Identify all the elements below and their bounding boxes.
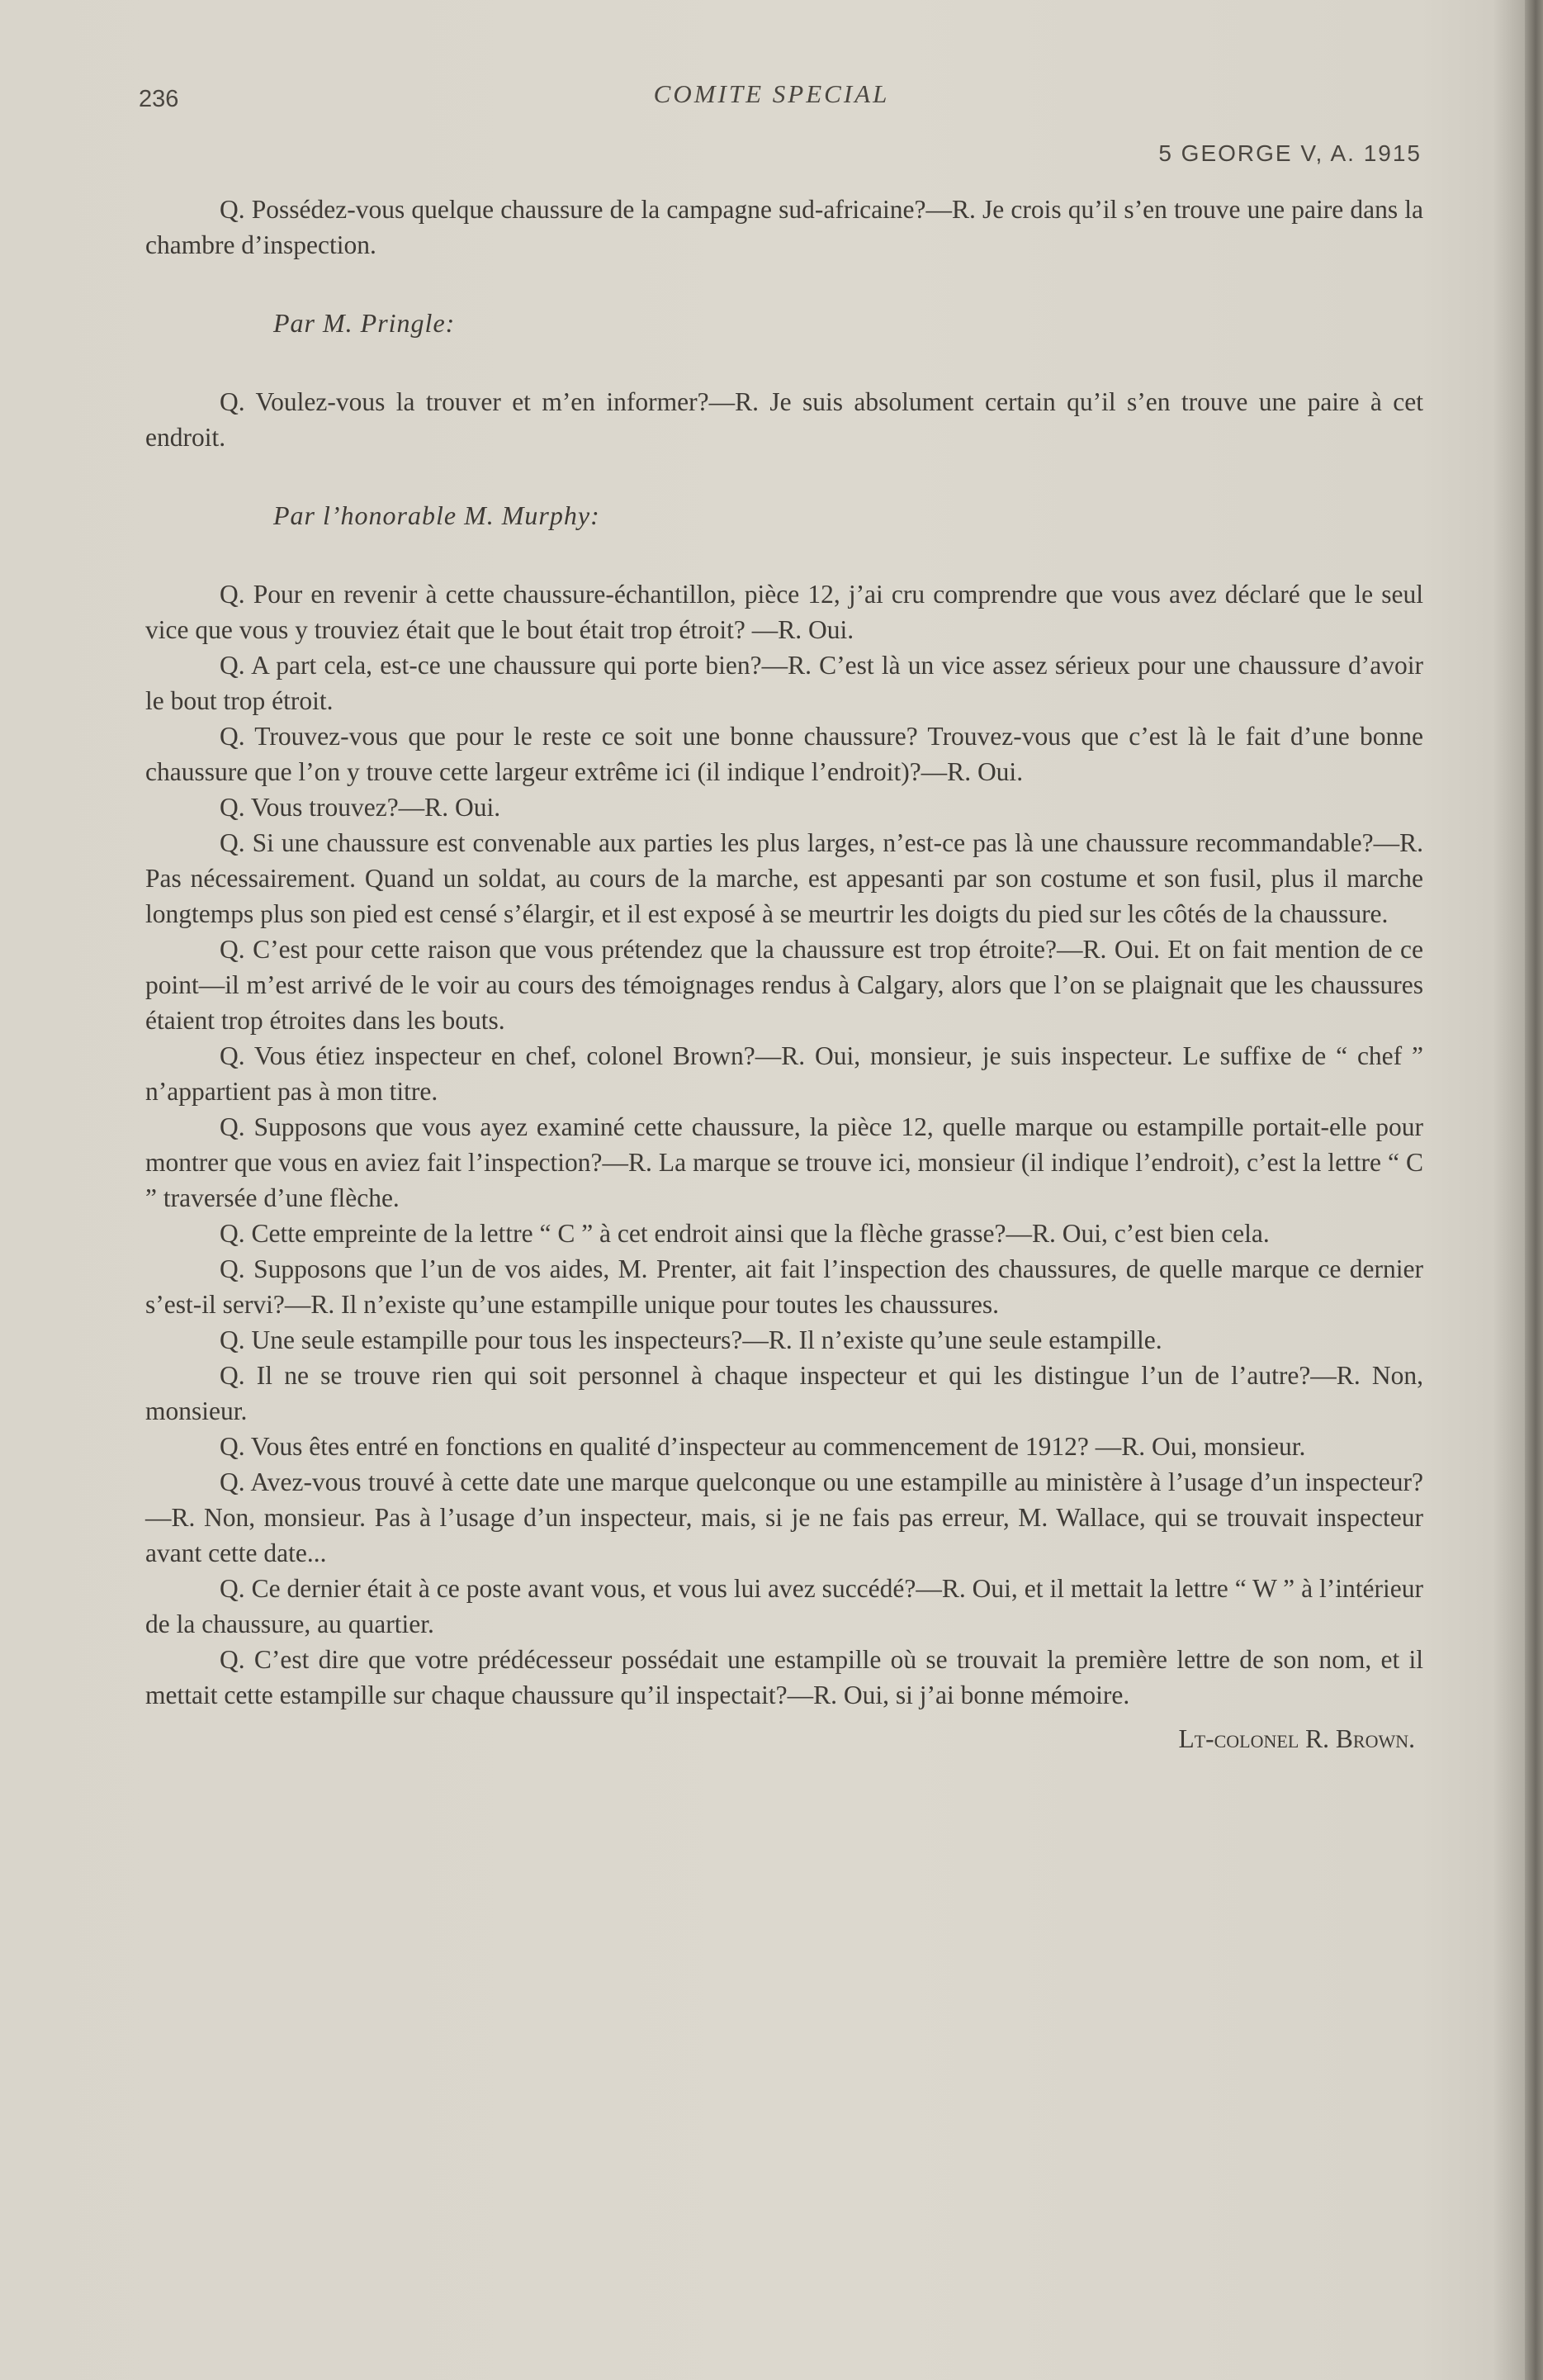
paragraph: Q. Il ne se trouve rien qui soit personnel à chaque inspecteur et qui les distingue l’un de l’autre?—R. Non, monsieur. — [145, 1361, 1423, 1425]
paragraph: Q. Si une chaussure est convenable aux parties les plus larges, n’est-ce pas là une chaussure recommandable?—R. Pas nécessairement. Quand un soldat, au cours de la marche, est appesanti par son costume et son fusil, plus il marche longtemps plus son pied est censé s’élargir, et il est exposé à se meurtrir les doigts du pied sur les côtés de la chaussure. — [145, 828, 1423, 928]
paragraph: Q. Une seule estampille pour tous les inspecteurs?—R. Il n’existe qu’une seule estampille. — [220, 1325, 1162, 1354]
speaker-heading: Par l’honorable M. Murphy: — [273, 500, 600, 530]
paragraph: Q. Pour en revenir à cette chaussure-échantillon, pièce 12, j’ai cru comprendre que vous avez déclaré que le seul vice que vous y trouviez était que le bout était trop étroit? —R. Oui. — [145, 580, 1423, 644]
paragraph: Q. Supposons que l’un de vos aides, M. Prenter, ait fait l’inspection des chaussures, de quelle marque ce dernier s’est-il servi?—R. Il n’existe qu’une estampille unique pour toutes les chaussures. — [145, 1254, 1423, 1319]
paragraph: Q. C’est pour cette raison que vous prétendez que la chaussure est trop étroite?—R. Oui. Et on fait mention de ce point—il m’est arrivé de le voir au cours des témoignages rendus à Calgary, alors que l’on se plaignait que les chaussures étaient trop étroites dans les bouts. — [145, 935, 1423, 1035]
signature: Lt-colonel R. Brown. — [1178, 1724, 1415, 1753]
testimony-body — [145, 192, 1423, 1757]
paragraph: Q. Avez-vous trouvé à cette date une marque quelconque ou une estampille au ministère à l’usage d’un inspecteur?—R. Non, monsieur. Pas à l’usage d’un inspecteur, mais, si je ne fais pas erreur, M. Wallace, qui se trouvait inspecteur avant cette date... — [145, 1467, 1423, 1567]
paragraph: Q. C’est dire que votre prédécesseur possédait une estampille où se trouvait la première lettre de son nom, et il mettait cette estampille sur chaque chaussure qu’il inspectait?—R. Oui, si j’ai bonne mémoire. — [145, 1645, 1423, 1709]
binding-shadow — [1493, 0, 1525, 2380]
paragraph: Q. Supposons que vous ayez examiné cette chaussure, la pièce 12, quelle marque ou estampille portait-elle pour montrer que vous en aviez fait l’inspection?—R. La marque se trouve ici, monsieur (il indique l’endroit), c’est la lettre “ C ” traversée d’une flèche. — [145, 1112, 1423, 1212]
running-title: COMITE SPECIAL — [653, 79, 890, 108]
paragraph: Q. Possédez-vous quelque chaussure de la campagne sud-africaine?—R. Je crois qu’il s’en trouve une paire dans la chambre d’inspection. — [145, 195, 1423, 259]
page-number: 236 — [139, 86, 179, 112]
paragraph: Q. Vous trouvez?—R. Oui. — [220, 793, 501, 822]
paragraph: Q. Voulez-vous la trouver et m’en informer?—R. Je suis absolument certain qu’il s’en trouve une paire à cet endroit. — [145, 387, 1423, 452]
binding-edge — [1525, 0, 1543, 2380]
paragraph: Q. Vous êtes entré en fonctions en qualité d’inspecteur au commencement de 1912? —R. Oui, monsieur. — [220, 1432, 1306, 1461]
paragraph: Q. Ce dernier était à ce poste avant vous, et vous lui avez succédé?—R. Oui, et il mettait la lettre “ W ” à l’intérieur de la chaussure, au quartier. — [145, 1574, 1423, 1638]
session-line: 5 GEORGE V, A. 1915 — [1158, 140, 1422, 166]
paragraph: Q. A part cela, est-ce une chaussure qui porte bien?—R. C’est là un vice assez sérieux pour une chaussure d’avoir le bout trop étroit. — [145, 651, 1423, 715]
paragraph: Q. Trouvez-vous que pour le reste ce soit une bonne chaussure? Trouvez-vous que c’est là le fait d’une bonne chaussure que l’on y trouve cette largeur extrême ici (il indique l’endroit)?—R. Oui. — [145, 722, 1423, 786]
speaker-heading: Par M. Pringle: — [273, 308, 456, 338]
paragraph: Q. Vous étiez inspecteur en chef, colonel Brown?—R. Oui, monsieur, je suis inspecteur. Le suffixe de “ chef ” n’appartient pas à mon titre. — [145, 1041, 1423, 1106]
paragraph: Q. Cette empreinte de la lettre “ C ” à cet endroit ainsi que la flèche grasse?—R. Oui, c’est bien cela. — [220, 1219, 1270, 1248]
